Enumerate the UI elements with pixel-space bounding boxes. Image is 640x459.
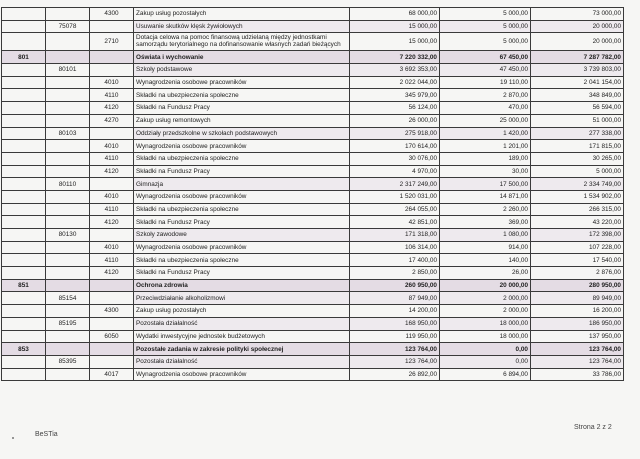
change-cell: 30,00 [440,165,531,178]
change-cell: 914,00 [440,241,531,254]
dzial-cell [2,178,46,191]
plan-before-cell: 87 949,00 [350,292,440,305]
plan-after-cell: 73 000,00 [531,8,624,21]
change-cell: 140,00 [440,254,531,267]
rozdzial-cell [46,368,90,381]
plan-after-cell: 186 950,00 [531,317,624,330]
plan-before-cell: 2 022 044,00 [350,76,440,89]
change-cell: 0,00 [440,343,531,356]
table-row [2,102,624,115]
paragraf-cell [90,178,134,191]
plan-before-cell: 42 851,00 [350,216,440,229]
table-row [2,20,624,33]
paragraf-cell [90,355,134,368]
name-cell: Zakup usług remontowych [134,114,350,127]
table-row [2,76,624,89]
plan-before-cell: 56 124,00 [350,102,440,115]
change-cell: 18 000,00 [440,317,531,330]
table-row [2,89,624,102]
rozdzial-cell [46,89,90,102]
plan-before-cell: 168 950,00 [350,317,440,330]
plan-before-cell: 15 000,00 [350,20,440,33]
rozdzial-cell: 85154 [46,292,90,305]
plan-after-cell: 7 287 782,00 [531,51,624,64]
change-cell: 2 000,00 [440,305,531,318]
change-cell: 25 000,00 [440,114,531,127]
table-row [2,317,624,330]
rozdzial-cell: 80110 [46,178,90,191]
change-cell: 67 450,00 [440,51,531,64]
dzial-cell [2,102,46,115]
dzial-cell [2,89,46,102]
paragraf-cell: 4120 [90,216,134,229]
dzial-cell [2,355,46,368]
plan-after-cell: 3 739 803,00 [531,64,624,77]
table-row [2,127,624,140]
paragraf-cell: 4110 [90,89,134,102]
table-row [2,33,624,51]
paragraf-cell: 4010 [90,190,134,203]
paragraf-cell: 4120 [90,267,134,280]
plan-after-cell: 1 534 902,00 [531,190,624,203]
plan-after-cell: 33 786,00 [531,368,624,381]
change-cell: 0,00 [440,355,531,368]
paragraf-cell: 4120 [90,165,134,178]
name-cell: Składki na Fundusz Pracy [134,216,350,229]
table-row [2,178,624,191]
rozdzial-cell: 80103 [46,127,90,140]
plan-before-cell: 123 764,00 [350,355,440,368]
name-cell: Pozostała działalność [134,355,350,368]
table-row [2,254,624,267]
plan-before-cell: 68 000,00 [350,8,440,21]
name-cell: Pozostała działalność [134,317,350,330]
plan-before-cell: 1 520 031,00 [350,190,440,203]
change-cell: 17 500,00 [440,178,531,191]
plan-after-cell: 56 594,00 [531,102,624,115]
plan-before-cell: 2 317 249,00 [350,178,440,191]
dzial-cell [2,64,46,77]
name-cell: Składki na Fundusz Pracy [134,102,350,115]
name-cell: Dotacja celowa na pomoc finansową udzielaną między jednostkami samorządu terytorialnego na dofinansowanie własnych zadań bieżących [134,33,350,51]
plan-after-cell: 51 000,00 [531,114,624,127]
rozdzial-cell: 80130 [46,229,90,242]
name-cell: Zakup usług pozostałych [134,305,350,318]
rozdzial-cell [46,114,90,127]
plan-after-cell: 20 000,00 [531,20,624,33]
change-cell: 369,00 [440,216,531,229]
paragraf-cell [90,279,134,292]
rozdzial-cell [46,254,90,267]
rozdzial-cell [46,152,90,165]
rozdzial-cell [46,76,90,89]
paragraf-cell [90,229,134,242]
name-cell: Składki na ubezpieczenia społeczne [134,89,350,102]
table-row [2,229,624,242]
name-cell: Składki na ubezpieczenia społeczne [134,203,350,216]
paragraf-cell: 4110 [90,203,134,216]
table-row [2,241,624,254]
rozdzial-cell [46,305,90,318]
name-cell: Usuwanie skutków klęsk żywiołowych [134,20,350,33]
plan-after-cell: 89 949,00 [531,292,624,305]
name-cell: Wynagrodzenia osobowe pracowników [134,368,350,381]
rozdzial-cell [46,330,90,343]
plan-before-cell: 4 970,00 [350,165,440,178]
change-cell: 6 894,00 [440,368,531,381]
name-cell: Gimnazja [134,178,350,191]
dzial-cell [2,292,46,305]
table-row [2,8,624,21]
plan-after-cell: 2 876,00 [531,267,624,280]
name-cell: Szkoły zawodowe [134,229,350,242]
plan-after-cell: 137 950,00 [531,330,624,343]
paragraf-cell: 4010 [90,140,134,153]
name-cell: Składki na ubezpieczenia społeczne [134,254,350,267]
dzial-cell [2,33,46,51]
plan-after-cell: 123 764,00 [531,343,624,356]
dzial-cell: 851 [2,279,46,292]
plan-after-cell: 5 000,00 [531,165,624,178]
plan-after-cell: 107 228,00 [531,241,624,254]
rozdzial-cell [46,102,90,115]
paragraf-cell: 4110 [90,152,134,165]
paragraf-cell [90,292,134,305]
software-label: BeSTia [35,431,58,438]
plan-after-cell: 30 265,00 [531,152,624,165]
table-row [2,355,624,368]
plan-before-cell: 106 314,00 [350,241,440,254]
rozdzial-cell [46,165,90,178]
paragraf-cell [90,64,134,77]
paragraf-cell: 2710 [90,33,134,51]
plan-before-cell: 17 400,00 [350,254,440,267]
plan-after-cell: 348 849,00 [531,89,624,102]
plan-after-cell: 266 315,00 [531,203,624,216]
dzial-cell: 801 [2,51,46,64]
name-cell: Przeciwdziałanie alkoholizmowi [134,292,350,305]
name-cell: Ochrona zdrowia [134,279,350,292]
table-row [2,190,624,203]
paragraf-cell [90,317,134,330]
dzial-cell [2,254,46,267]
change-cell: 2 260,00 [440,203,531,216]
rozdzial-cell: 85195 [46,317,90,330]
rozdzial-cell [46,241,90,254]
rozdzial-cell [46,343,90,356]
plan-before-cell: 2 850,00 [350,267,440,280]
dzial-cell [2,127,46,140]
paragraf-cell [90,51,134,64]
dzial-cell [2,20,46,33]
dzial-cell [2,203,46,216]
dzial-cell [2,114,46,127]
paragraf-cell: 4300 [90,8,134,21]
plan-after-cell: 43 220,00 [531,216,624,229]
dzial-cell [2,317,46,330]
dzial-cell [2,165,46,178]
plan-before-cell: 119 950,00 [350,330,440,343]
table-row [2,343,624,356]
change-cell: 26,00 [440,267,531,280]
plan-after-cell: 16 200,00 [531,305,624,318]
plan-before-cell: 123 764,00 [350,343,440,356]
table-row [2,267,624,280]
dzial-cell [2,229,46,242]
dzial-cell: 853 [2,343,46,356]
plan-after-cell: 20 000,00 [531,33,624,51]
plan-before-cell: 7 220 332,00 [350,51,440,64]
paragraf-cell [90,20,134,33]
scan-dot [12,437,14,439]
dzial-cell [2,267,46,280]
name-cell: Wynagrodzenia osobowe pracowników [134,76,350,89]
dzial-cell [2,241,46,254]
dzial-cell [2,8,46,21]
plan-before-cell: 264 055,00 [350,203,440,216]
change-cell: 470,00 [440,102,531,115]
table-row [2,51,624,64]
plan-before-cell: 275 918,00 [350,127,440,140]
plan-after-cell: 172 398,00 [531,229,624,242]
rozdzial-cell [46,267,90,280]
table-row [2,114,624,127]
rozdzial-cell [46,216,90,229]
plan-after-cell: 2 041 154,00 [531,76,624,89]
plan-before-cell: 170 614,00 [350,140,440,153]
name-cell: Składki na Fundusz Pracy [134,267,350,280]
name-cell: Wynagrodzenia osobowe pracowników [134,241,350,254]
name-cell: Oświata i wychowanie [134,51,350,64]
plan-after-cell: 2 334 749,00 [531,178,624,191]
plan-before-cell: 3 692 353,00 [350,64,440,77]
plan-before-cell: 171 318,00 [350,229,440,242]
plan-before-cell: 26 892,00 [350,368,440,381]
paragraf-cell: 4010 [90,76,134,89]
paragraf-cell: 4120 [90,102,134,115]
plan-after-cell: 17 540,00 [531,254,624,267]
dzial-cell [2,76,46,89]
rozdzial-cell [46,33,90,51]
table-row [2,64,624,77]
budget-table [1,7,624,381]
plan-after-cell: 277 338,00 [531,127,624,140]
name-cell: Wydatki inwestycyjne jednostek budżetowych [134,330,350,343]
plan-before-cell: 260 950,00 [350,279,440,292]
name-cell: Szkoły podstawowe [134,64,350,77]
name-cell: Wynagrodzenia osobowe pracowników [134,140,350,153]
name-cell: Składki na ubezpieczenia społeczne [134,152,350,165]
table-row [2,330,624,343]
name-cell: Pozostałe zadania w zakresie polityki społecznej [134,343,350,356]
change-cell: 5 000,00 [440,33,531,51]
name-cell: Składki na Fundusz Pracy [134,165,350,178]
dzial-cell [2,330,46,343]
table-row [2,152,624,165]
change-cell: 2 870,00 [440,89,531,102]
plan-after-cell: 280 950,00 [531,279,624,292]
plan-after-cell: 123 764,00 [531,355,624,368]
rozdzial-cell [46,140,90,153]
paragraf-cell: 4270 [90,114,134,127]
change-cell: 1 201,00 [440,140,531,153]
change-cell: 2 000,00 [440,292,531,305]
dzial-cell [2,152,46,165]
change-cell: 1 420,00 [440,127,531,140]
rozdzial-cell [46,203,90,216]
paragraf-cell: 4010 [90,241,134,254]
change-cell: 18 000,00 [440,330,531,343]
name-cell: Wynagrodzenia osobowe pracowników [134,190,350,203]
table-row [2,368,624,381]
plan-after-cell: 171 815,00 [531,140,624,153]
rozdzial-cell: 75078 [46,20,90,33]
name-cell: Oddziały przedszkolne w szkołach podstawowych [134,127,350,140]
rozdzial-cell [46,8,90,21]
change-cell: 189,00 [440,152,531,165]
change-cell: 5 000,00 [440,8,531,21]
change-cell: 19 110,00 [440,76,531,89]
plan-before-cell: 30 076,00 [350,152,440,165]
paragraf-cell [90,343,134,356]
plan-before-cell: 14 200,00 [350,305,440,318]
rozdzial-cell: 85395 [46,355,90,368]
table-row [2,165,624,178]
table-row [2,305,624,318]
rozdzial-cell [46,190,90,203]
plan-before-cell: 345 979,00 [350,89,440,102]
rozdzial-cell [46,51,90,64]
dzial-cell [2,190,46,203]
table-row [2,140,624,153]
table-row [2,279,624,292]
change-cell: 14 871,00 [440,190,531,203]
paragraf-cell: 6050 [90,330,134,343]
dzial-cell [2,216,46,229]
rozdzial-cell [46,279,90,292]
paragraf-cell: 4017 [90,368,134,381]
dzial-cell [2,305,46,318]
change-cell: 47 450,00 [440,64,531,77]
dzial-cell [2,368,46,381]
table-body [2,8,624,381]
page-number: Strona 2 z 2 [574,424,612,431]
change-cell: 1 080,00 [440,229,531,242]
rozdzial-cell: 80101 [46,64,90,77]
table-row [2,216,624,229]
name-cell: Zakup usług pozostałych [134,8,350,21]
change-cell: 5 000,00 [440,20,531,33]
plan-before-cell: 26 000,00 [350,114,440,127]
plan-before-cell: 15 000,00 [350,33,440,51]
paragraf-cell [90,127,134,140]
paragraf-cell: 4300 [90,305,134,318]
change-cell: 20 000,00 [440,279,531,292]
paragraf-cell: 4110 [90,254,134,267]
table-row [2,203,624,216]
dzial-cell [2,140,46,153]
table-row [2,292,624,305]
